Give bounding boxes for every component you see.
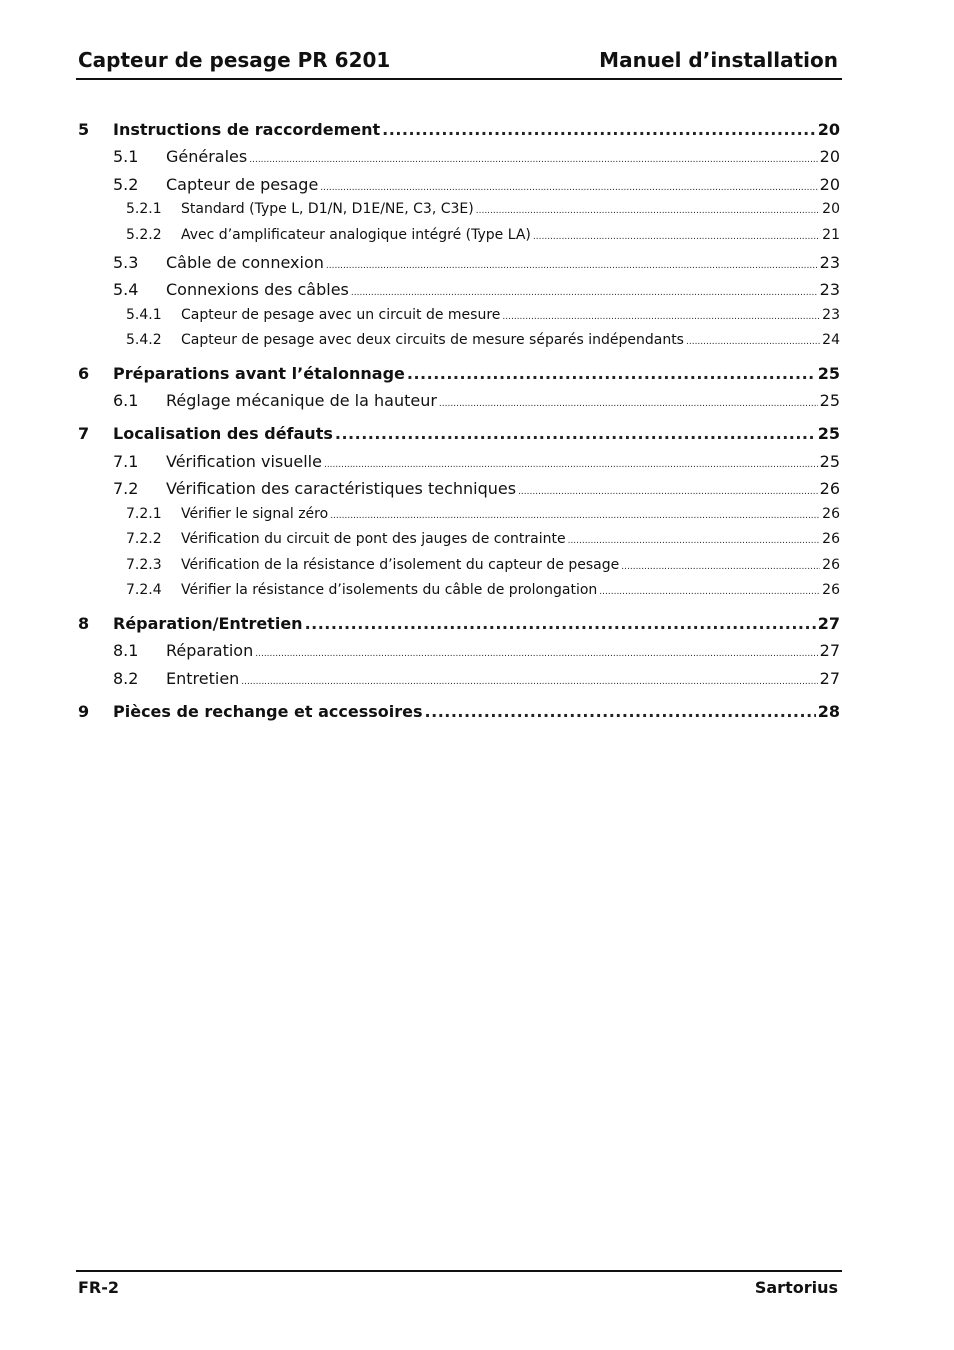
- toc-entry-title: Vérifier le signal zéro: [181, 506, 329, 522]
- toc-entry-title: Préparations avant l’étalonnage: [113, 364, 405, 383]
- toc-entry-number: 7.2.4: [126, 582, 162, 598]
- toc-entry-page: 21: [822, 227, 840, 243]
- toc-entry-title: Connexions des câbles: [166, 280, 349, 299]
- toc-entry-page: 25: [817, 364, 840, 383]
- toc-entry-page: 26: [822, 557, 840, 573]
- toc-leader-dots: [686, 337, 820, 347]
- toc-entry-title: Localisation des défauts: [113, 424, 333, 443]
- toc-entry: [78, 332, 840, 348]
- toc-entry-title: Réglage mécanique de la hauteur: [166, 391, 437, 410]
- toc-entry: [78, 424, 840, 443]
- toc-entry: [78, 452, 840, 471]
- toc-leader-dots: [335, 424, 816, 443]
- document-title: Capteur de pesage PR 6201: [78, 48, 391, 72]
- document-subtitle: Manuel d’installation: [599, 48, 838, 72]
- toc-leader-dots: [425, 702, 816, 721]
- toc-entry: [78, 641, 840, 660]
- toc-entry-number: 8.2: [113, 669, 139, 688]
- toc-entry: [78, 479, 840, 498]
- toc-entry-number: 7.2.3: [126, 557, 162, 573]
- toc-entry-number: 7.2.1: [126, 506, 162, 522]
- toc-entry-page: 25: [819, 391, 840, 410]
- toc-entry-title: Vérification visuelle: [166, 452, 322, 471]
- toc-entry: [78, 614, 840, 633]
- toc-leader-dots: [599, 587, 820, 597]
- toc-entry-title: Standard (Type L, D1/N, D1E/NE, C3, C3E): [181, 201, 474, 217]
- toc-entry: [78, 201, 840, 217]
- toc-entry-title: Capteur de pesage avec un circuit de mesure: [181, 307, 501, 323]
- toc-entry: [78, 280, 840, 299]
- toc-entry-page: 20: [822, 201, 840, 217]
- toc-leader-dots: [382, 120, 816, 139]
- toc-entry: [78, 147, 840, 166]
- toc-leader-dots: [324, 460, 818, 470]
- toc-entry: [78, 120, 840, 139]
- toc-entry-page: 26: [822, 582, 840, 598]
- toc-entry-number: 5.2.1: [126, 201, 162, 217]
- toc-entry-page: 20: [819, 147, 840, 166]
- toc-entry-page: 27: [819, 669, 840, 688]
- toc-entry-title: Vérification de la résistance d’isolement du capteur de pesage: [181, 557, 620, 573]
- toc-entry-page: 20: [819, 175, 840, 194]
- toc-entry-page: 26: [822, 506, 840, 522]
- page-number: FR-2: [78, 1278, 120, 1297]
- toc-entry-title: Réparation/Entretien: [113, 614, 303, 633]
- toc-leader-dots: [305, 614, 816, 633]
- toc-entry-title: Capteur de pesage avec deux circuits de mesure séparés indépendants: [181, 332, 684, 348]
- toc-leader-dots: [249, 155, 817, 165]
- toc-entry: [78, 557, 840, 573]
- toc-entry-title: Instructions de raccordement: [113, 120, 381, 139]
- toc-leader-dots: [320, 183, 817, 193]
- toc-entry-number: 6: [78, 364, 90, 383]
- toc-entry-page: 23: [819, 253, 840, 272]
- toc-entry: [78, 531, 840, 547]
- toc-entry-title: Capteur de pesage: [166, 175, 319, 194]
- toc-leader-dots: [621, 562, 820, 572]
- toc-leader-dots: [407, 364, 816, 383]
- toc-leader-dots: [326, 261, 818, 271]
- toc-entry-number: 5.2: [113, 175, 139, 194]
- toc-entry-page: 23: [819, 280, 840, 299]
- toc-entry-title: Vérification des caractéristiques techniques: [166, 479, 517, 498]
- toc-entry: [78, 582, 840, 598]
- toc-leader-dots: [568, 536, 821, 546]
- toc-entry: [78, 702, 840, 721]
- toc-entry-number: 7.1: [113, 452, 139, 471]
- toc-leader-dots: [476, 206, 820, 216]
- toc-entry-number: 5.4.1: [126, 307, 162, 323]
- toc-entry-title: Pièces de rechange et accessoires: [113, 702, 423, 721]
- toc-entry-title: Entretien: [166, 669, 240, 688]
- toc-entry-number: 5.3: [113, 253, 139, 272]
- toc-leader-dots: [533, 232, 820, 242]
- toc-entry-page: 27: [817, 614, 840, 633]
- toc-leader-dots: [330, 511, 820, 521]
- toc-entry: [78, 669, 840, 688]
- toc-leader-dots: [502, 312, 820, 322]
- toc-entry-number: 8: [78, 614, 90, 633]
- toc-entry: [78, 391, 840, 410]
- toc-entry-number: 7.2.2: [126, 531, 162, 547]
- toc-entry-title: Vérifier la résistance d’isolements du câble de prolongation: [181, 582, 598, 598]
- toc-leader-dots: [351, 288, 818, 298]
- toc-entry-title: Générales: [166, 147, 248, 166]
- toc-entry: [78, 175, 840, 194]
- toc-entry-page: 25: [819, 452, 840, 471]
- toc-entry-number: 8.1: [113, 641, 139, 660]
- toc-entry-number: 5.2.2: [126, 227, 162, 243]
- toc-entry-page: 28: [817, 702, 840, 721]
- toc-leader-dots: [255, 649, 817, 659]
- toc-entry-number: 5.1: [113, 147, 139, 166]
- toc-entry: [78, 307, 840, 323]
- toc-entry-number: 7.2: [113, 479, 139, 498]
- toc-entry-title: Réparation: [166, 641, 254, 660]
- toc-entry-number: 6.1: [113, 391, 139, 410]
- toc-entry: [78, 227, 840, 243]
- toc-entry-title: Câble de connexion: [166, 253, 324, 272]
- toc-entry-number: 5.4.2: [126, 332, 162, 348]
- toc-entry: [78, 506, 840, 522]
- toc-entry: [78, 253, 840, 272]
- toc-entry-title: Avec d’amplificateur analogique intégré (Type LA): [181, 227, 531, 243]
- toc-entry: [78, 364, 840, 383]
- toc-leader-dots: [518, 487, 818, 497]
- toc-entry-page: 24: [822, 332, 840, 348]
- toc-leader-dots: [241, 677, 817, 687]
- page-footer: [76, 1270, 842, 1297]
- toc-entry-page: 25: [817, 424, 840, 443]
- toc-entry-page: 26: [819, 479, 840, 498]
- toc-entry-number: 5.4: [113, 280, 139, 299]
- toc-entry-number: 9: [78, 702, 90, 721]
- toc-entry-page: 26: [822, 531, 840, 547]
- toc-entry-page: 27: [819, 641, 840, 660]
- toc-entry-number: 5: [78, 120, 90, 139]
- toc-entry-number: 7: [78, 424, 90, 443]
- toc-entry-page: 23: [822, 307, 840, 323]
- toc-entry-title: Vérification du circuit de pont des jauges de contrainte: [181, 531, 566, 547]
- toc-leader-dots: [439, 399, 818, 409]
- brand-name: Sartorius: [754, 1278, 838, 1297]
- page-header: [76, 44, 842, 80]
- toc-entry-page: 20: [817, 120, 840, 139]
